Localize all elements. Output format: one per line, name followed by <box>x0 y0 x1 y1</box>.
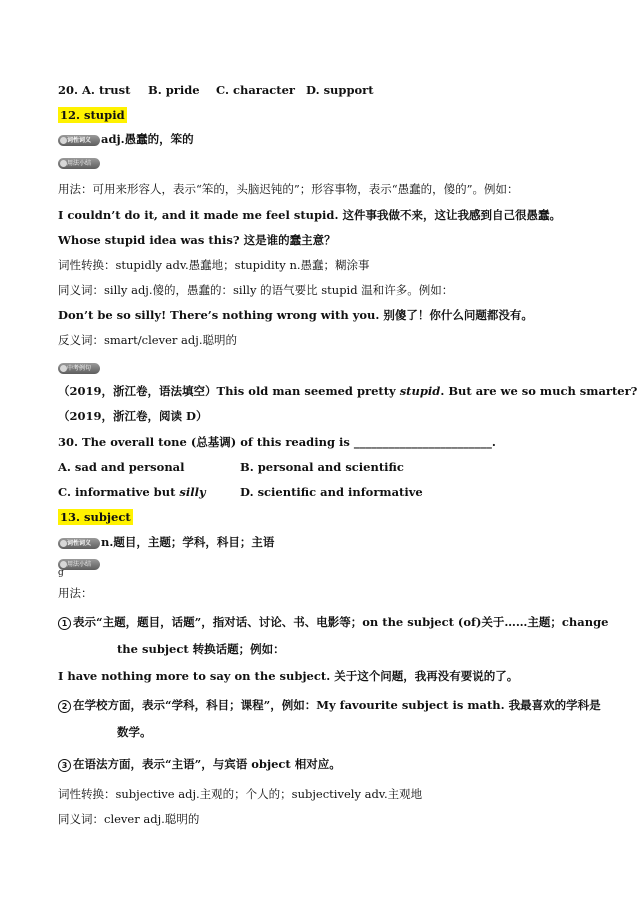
entry-12-usage-tag <box>58 155 101 169</box>
exam-tag-icon: 中考例句 <box>58 363 100 374</box>
q20-option-b: B. pride <box>148 83 200 97</box>
q30-option-a: A. sad and personal <box>58 460 185 474</box>
entry-12-exam-sentence: （2019，浙江卷，语法填空）This old man seemed pretty stupid. But are we so much smarter? <box>58 384 638 398</box>
entry-12-example-3: Don’t be so silly! There’s nothing wrong with you. 别傻了！你什么问题都没有。 <box>58 308 533 322</box>
entry-12-exam-source: （2019，浙江卷，阅读 D） <box>58 409 208 423</box>
entry-12-exam-tag <box>58 360 101 374</box>
number-2-icon: 2 <box>58 700 71 713</box>
usage-tag-icon: 用法小结 <box>58 559 100 570</box>
pos-tag-icon: 词性词义 <box>58 538 100 549</box>
question-20 <box>58 83 374 97</box>
entry-12-example-1: I couldn’t do it, and it made me feel stupid. 这件事我做不来，这让我感到自己很愚蠢。 <box>58 208 561 222</box>
entry-12-antonym: 反义词：smart/clever adj.聪明的 <box>58 333 237 347</box>
entry-12-definition: adj.愚蠢的，笨的 <box>101 132 194 146</box>
entry-12-definition-row <box>58 132 194 146</box>
number-1-icon: 1 <box>58 617 71 630</box>
entry-13-synonym: 同义词：clever adj.聪明的 <box>58 812 200 826</box>
entry-13-definition-row <box>58 535 274 549</box>
q20-option-d: D. support <box>306 83 374 97</box>
entry-13-heading: 13. subject <box>60 510 131 524</box>
entry-13-point-3: 3 在语法方面，表示“主语”，与宾语 object 相对应。 <box>58 757 341 772</box>
question-30: 30. The overall tone (总基调) of this reading is ________________________. <box>58 435 496 449</box>
entry-13-definition: n.题目，主题；学科，科目；主语 <box>101 535 275 549</box>
question-30-row-1 <box>58 460 404 474</box>
entry-13-conversion: 词性转换：subjective adj.主观的；个人的；subjectively adv.主观地 <box>58 787 423 801</box>
entry-12-example-2: Whose stupid idea was this? 这是谁的蠢主意？ <box>58 233 336 247</box>
q30-option-b: B. personal and scientific <box>240 460 404 474</box>
entry-13-point-1: 1 表示“主题，题目，话题”，指对话、讨论、书、电影等；on the subject (of)关于……主题；change <box>58 615 608 630</box>
entry-12-synonym: 同义词：silly adj.傻的，愚蠢的：silly 的语气要比 stupid 温和许多。例如： <box>58 283 454 297</box>
entry-13-usage-label: 用法： <box>58 586 93 600</box>
stray-character: g <box>58 568 64 578</box>
entry-13-point-1-cont: the subject 转换话题；例如： <box>117 642 285 656</box>
usage-tag-icon: 用法小结 <box>58 158 100 169</box>
entry-12-conversion: 词性转换：stupidly adv.愚蠢地；stupidity n.愚蠢；糊涂事 <box>58 258 370 272</box>
entry-12-heading: 12. stupid <box>60 108 125 122</box>
entry-13-point-2: 2 在学校方面，表示“学科，科目；课程”，例如：My favourite subject is math. 我最喜欢的学科是 <box>58 698 601 713</box>
q20-option-a: 20. A. trust <box>58 83 131 97</box>
entry-13-point-2-cont: 数学。 <box>117 725 152 739</box>
entry-12-usage: 用法：可用来形容人，表示“笨的，头脑迟钝的”；形容事物，表示“愚蠢的，傻的”。例如： <box>58 182 519 196</box>
q20-option-c: C. character <box>216 83 295 97</box>
question-30-row-2 <box>58 485 423 499</box>
q30-option-d: D. scientific and informative <box>240 485 423 499</box>
pos-tag-icon: 词性词义 <box>58 135 100 146</box>
number-3-icon: 3 <box>58 759 71 772</box>
entry-13-usage-tag <box>58 556 101 570</box>
entry-13-example-1: I have nothing more to say on the subject. 关于这个问题，我再没有要说的了。 <box>58 669 519 683</box>
q30-option-c: C. informative but silly <box>58 485 206 499</box>
